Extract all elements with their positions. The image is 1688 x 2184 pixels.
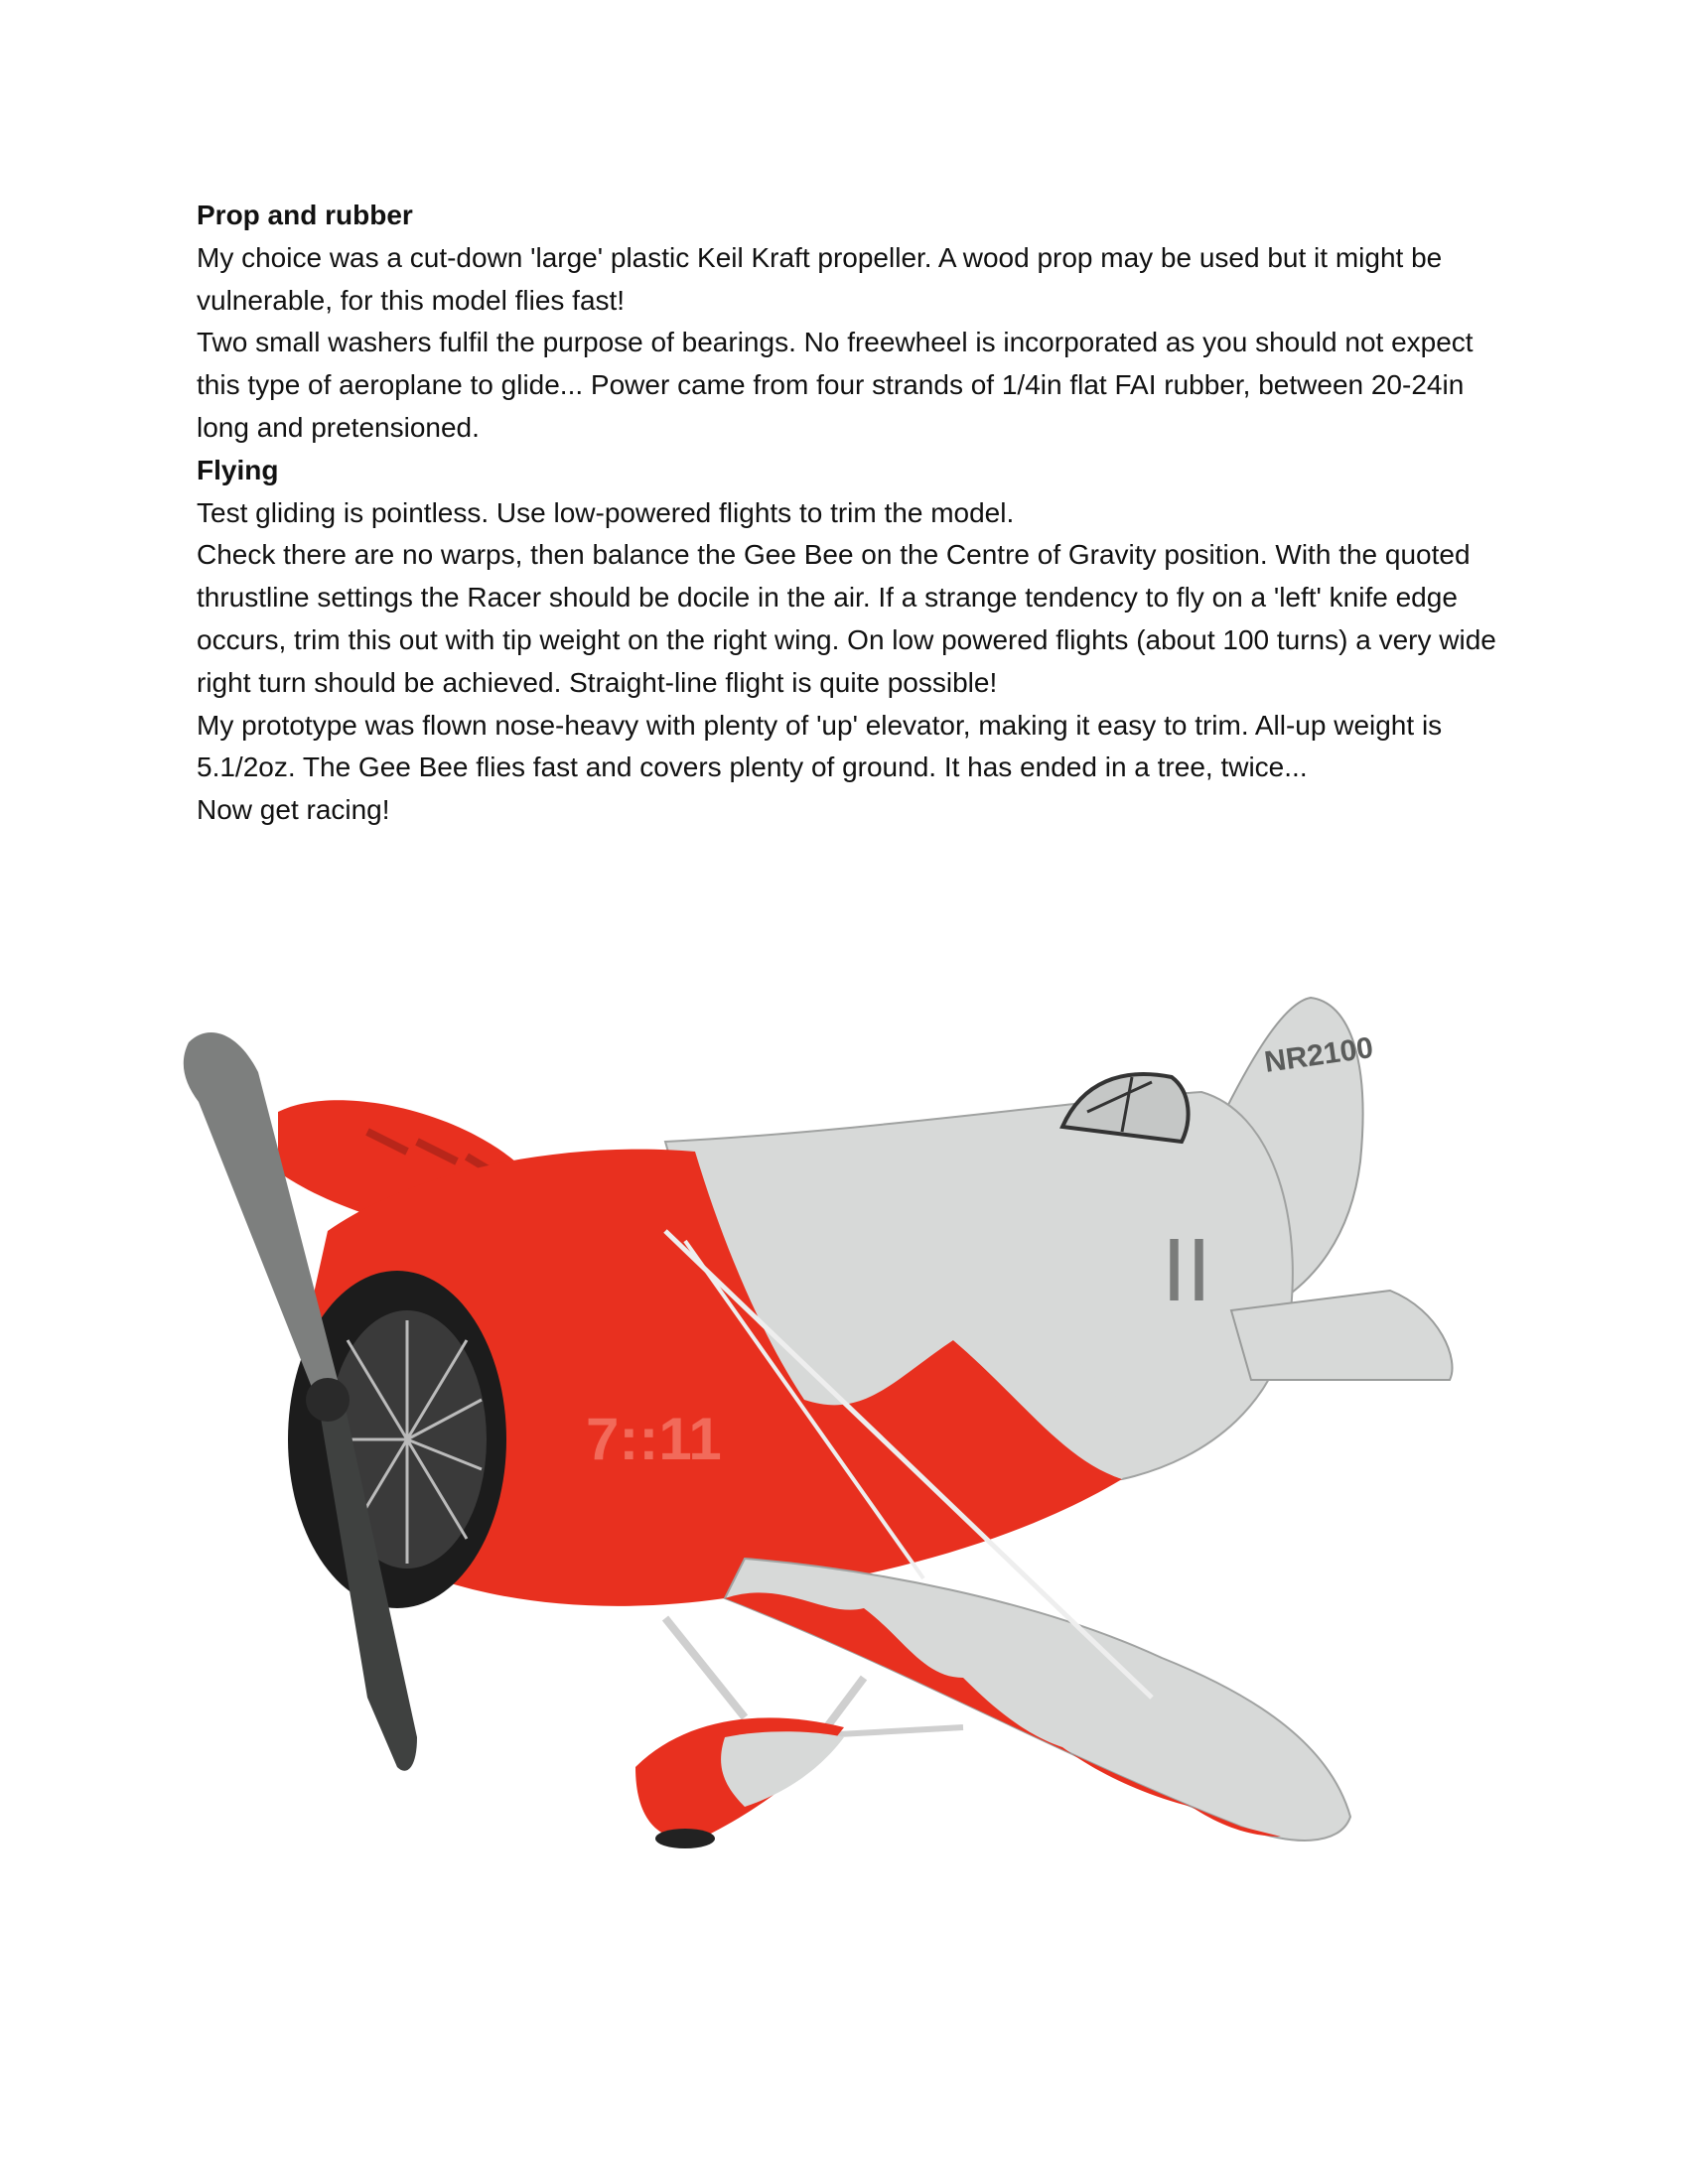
- svg-text:II: II: [1162, 1221, 1212, 1320]
- side-number: 7::11: [586, 1406, 722, 1472]
- heading-flying: Flying: [197, 454, 279, 485]
- paragraph: My choice was a cut-down 'large' plastic Keil Kraft propeller. A wood prop may be used but it might be vulnerable, for this model flies fast!: [197, 241, 1443, 316]
- right-wing: [725, 1559, 1350, 1841]
- propeller: [184, 1032, 338, 1390]
- tail-registration: NR2100: [1262, 1030, 1375, 1079]
- body-text: [197, 195, 1507, 832]
- paragraph: My prototype was flown nose-heavy with plenty of 'up' elevator, making it easy to trim. All-up weight is 5.1/2oz. The Gee Bee flies fast and covers plenty of ground. It has ended in a tree, twice...: [197, 709, 1443, 783]
- paragraph: Test gliding is pointless. Use low-powered flights to trim the model.: [197, 496, 1015, 528]
- paragraph: Now get racing!: [197, 794, 390, 826]
- paragraph: Check there are no warps, then balance the Gee Bee on the Centre of Gravity position. With the quoted thrustline settings the Racer should be docile in the air. If a strange tendency to fly on a 'left' knife edge occurs, trim this out with tip weight on the right wing. On low powered flights (about 100 turns) a very wide right turn should be achieved. Straight-line flight is quite possible!: [197, 539, 1496, 698]
- paragraph: Two small washers fulfil the purpose of bearings. No freewheel is incorporated as you should not expect this type of aeroplane to glide... Power came from four strands of 1/4in flat FAI rubber, between 20-24in long and pretensioned.: [197, 327, 1474, 443]
- gee-bee-racer-photo: [169, 983, 1529, 1876]
- heading-prop-and-rubber: Prop and rubber: [197, 200, 413, 230]
